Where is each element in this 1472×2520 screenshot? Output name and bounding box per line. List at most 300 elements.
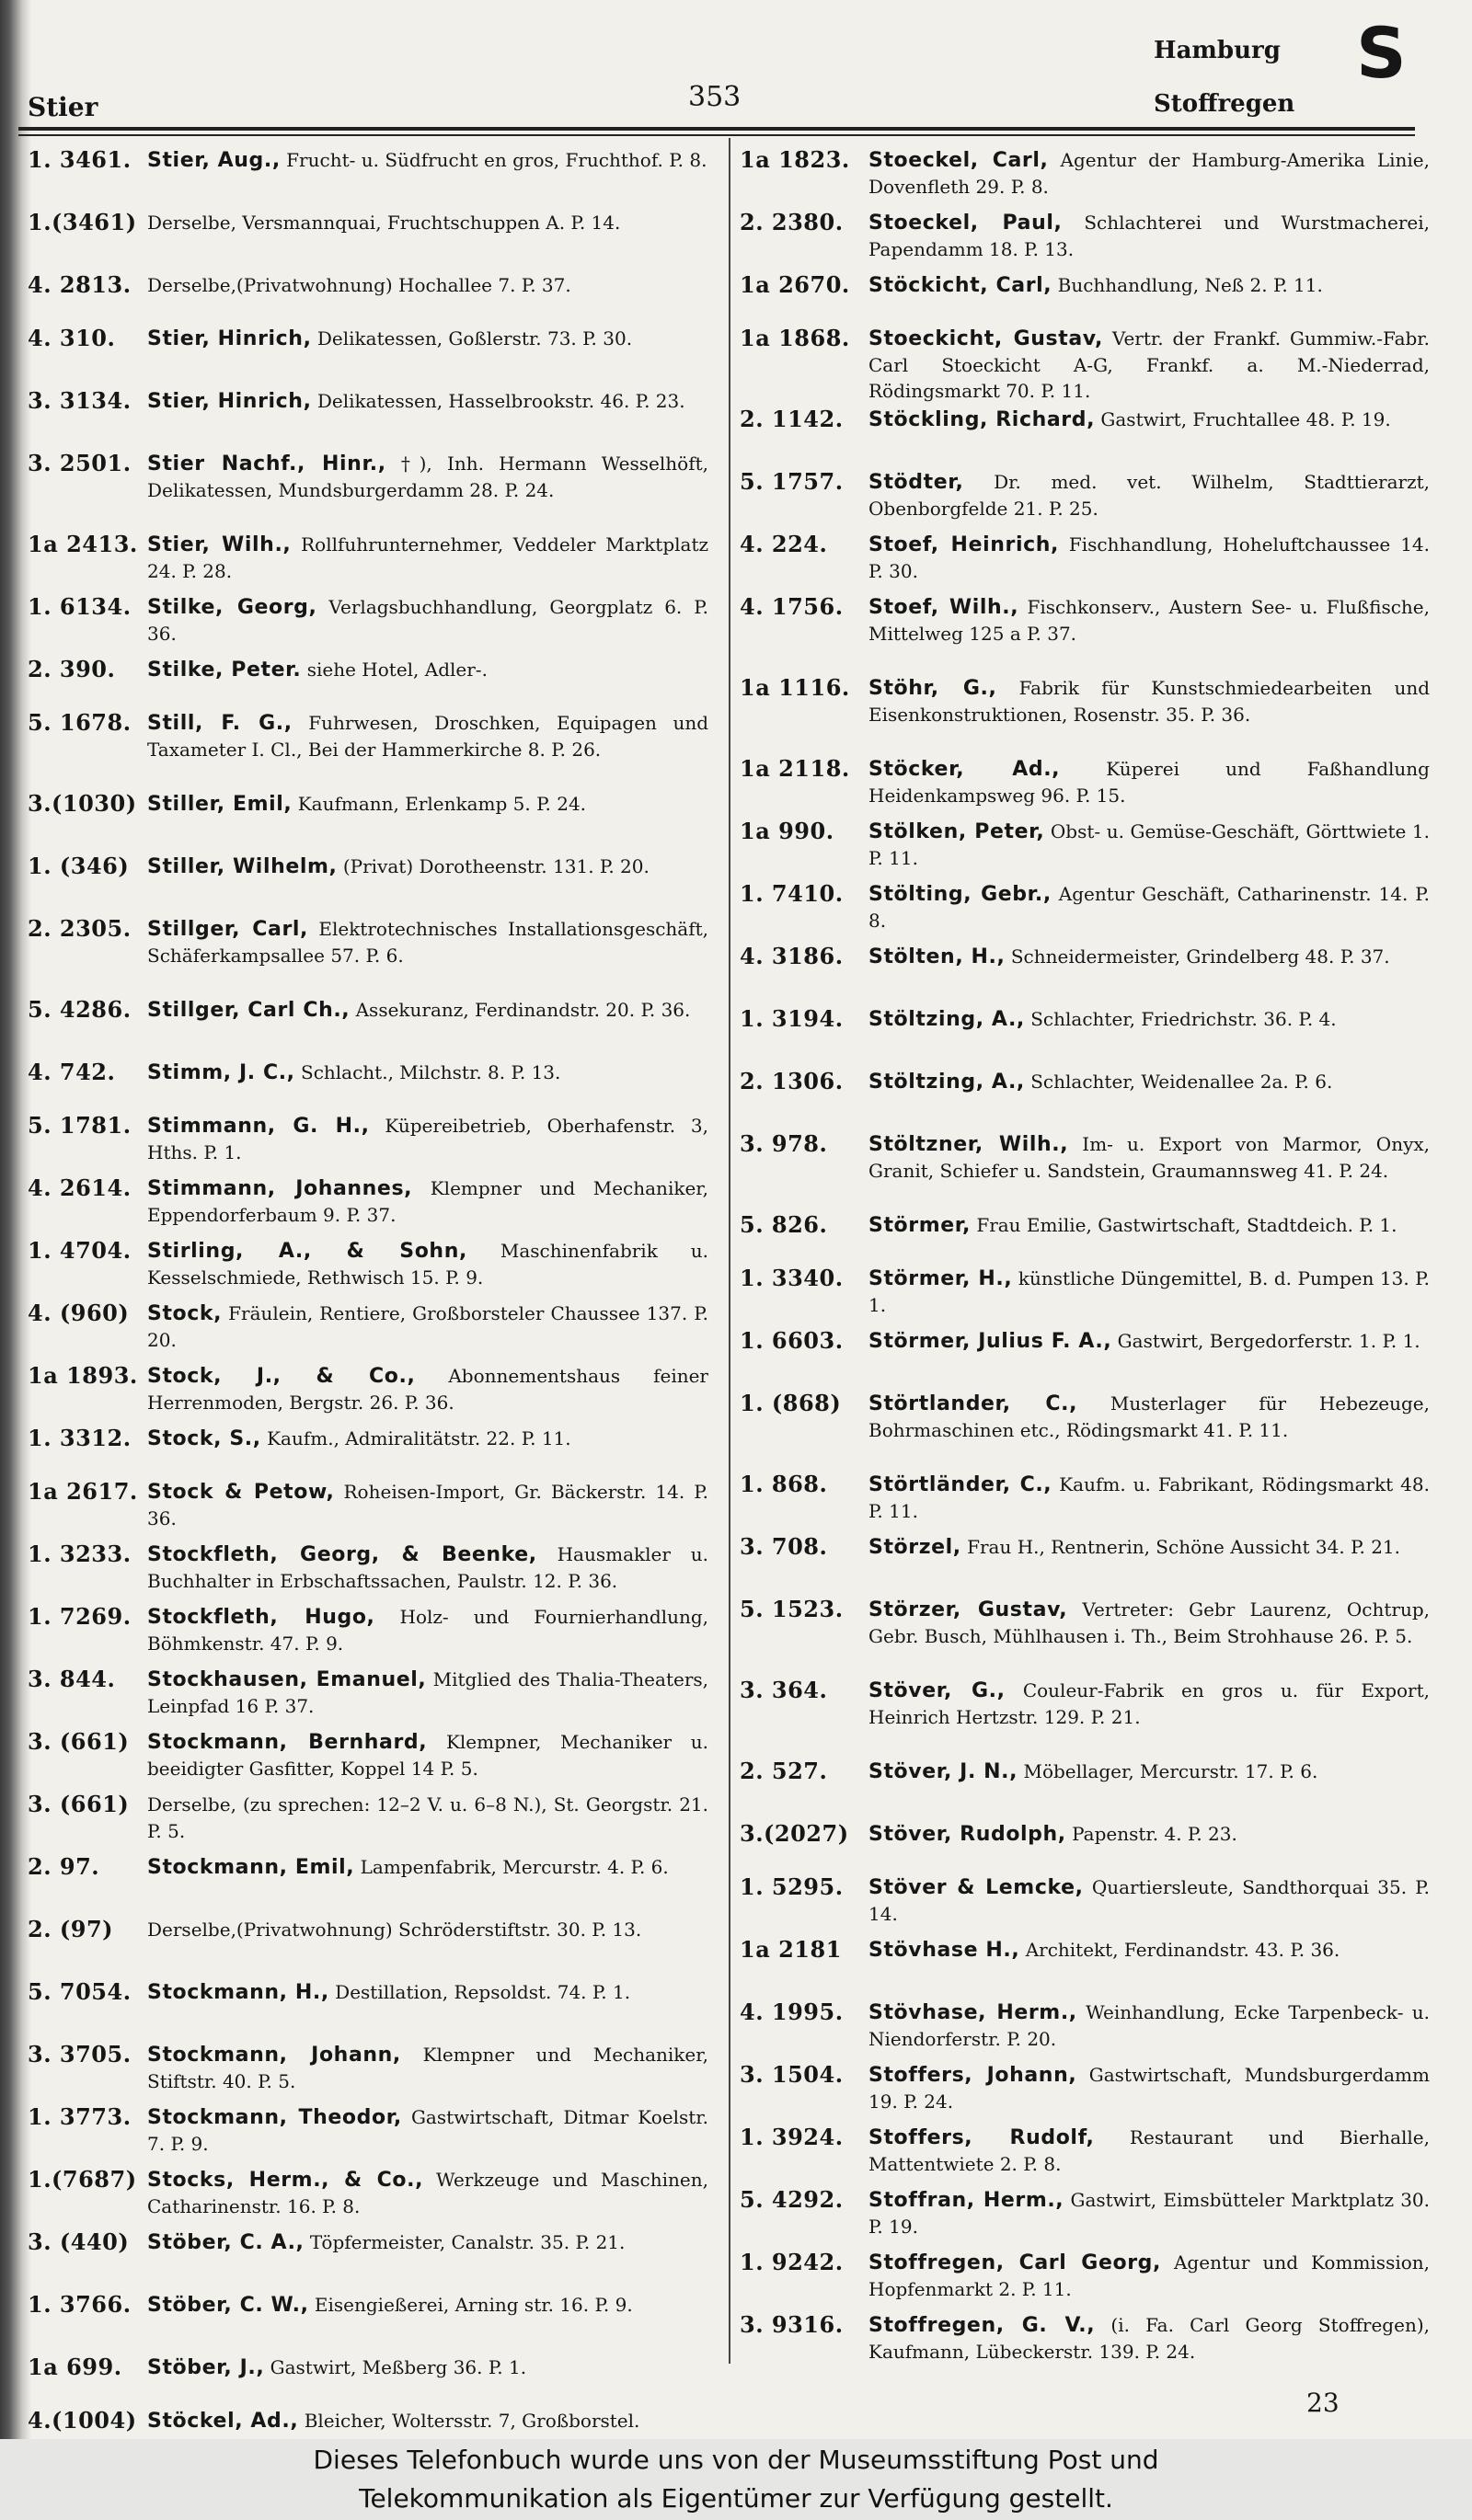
phone-number: 3.(2027): [740, 1821, 849, 1847]
entry-text: [147, 710, 708, 762]
entry-text: [868, 147, 1430, 200]
entry-details: Lampenfabrik, Mercurstr. 4. P. 6.: [360, 1856, 669, 1878]
entry-text: [147, 1238, 708, 1290]
subscriber-name: Stöltzing, A.,: [868, 1071, 1025, 1094]
entry-text: [868, 1999, 1430, 2052]
entry-details: Schlachter, Friedrichstr. 36. P. 4.: [1030, 1008, 1337, 1030]
subscriber-name: Stöber, J.,: [147, 2356, 265, 2379]
entry-details: Vertr. der Frankf. Gummiw.-Fabr. Carl Stoeckicht A-G, Frankf. a. M.-Niederrad, Rödingsmarkt 70. P. 11.: [868, 327, 1430, 402]
directory-entry: [740, 1874, 1430, 1937]
entry-details: Klempner und Mechaniker, Eppendorferbaum 9. P. 37.: [147, 1177, 708, 1226]
directory-entry: [740, 1069, 1430, 1131]
subscriber-name: Stöckicht, Carl,: [868, 274, 1052, 297]
phone-number: 1. (346): [28, 853, 130, 879]
subscriber-name: Stoeckicht, Gustav,: [868, 327, 1103, 350]
entry-details: Schlacht., Milchstr. 8. P. 13.: [301, 1061, 561, 1083]
phone-number: 3. (661): [28, 1792, 130, 1817]
subscriber-name: Störtlander, C.,: [868, 1392, 1078, 1415]
entry-text: [868, 1597, 1430, 1649]
directory-entry: [28, 2104, 708, 2167]
phone-number: 4. 742.: [28, 1060, 116, 1085]
subscriber-name: Stoffregen, G. V.,: [868, 2314, 1096, 2337]
phone-number: 3. 364.: [740, 1678, 828, 1703]
subscriber-name: Stock & Petow,: [147, 1481, 335, 1504]
entry-details: (i. Fa. Carl Georg Stoffregen), Kaufmann, Lübeckerstr. 139. P. 24.: [868, 2314, 1430, 2363]
entry-details: Elektrotechnisches Installationsgeschäft, Schäferkampsallee 57. P. 6.: [147, 918, 708, 967]
phone-number: 4. 310.: [28, 326, 116, 351]
entry-details: Agentur Geschäft, Catharinenstr. 14. P. 8.: [868, 883, 1430, 932]
entry-details: Schlachterei und Wurstmacherei, Papendamm 18. P. 13.: [868, 212, 1430, 260]
directory-entry: [740, 819, 1430, 881]
entry-text: [868, 2250, 1430, 2302]
entry-details: Derselbe, Versmannquai, Fruchtschuppen A. P. 14.: [147, 212, 621, 234]
entry-text: [147, 853, 708, 880]
phone-number: 2. 97.: [28, 1854, 100, 1880]
phone-number: 4. 224.: [740, 532, 828, 557]
subscriber-name: Stockmann, Emil,: [147, 1856, 355, 1879]
directory-entry: [28, 2167, 708, 2229]
entry-text: [868, 675, 1430, 727]
entry-details: Musterlager für Hebezeuge, Bohrmaschinen etc., Rödingsmarkt 41. P. 11.: [868, 1392, 1430, 1441]
entry-details: Eisengießerei, Arning str. 16. P. 9.: [314, 2294, 633, 2316]
subscriber-name: Stockfleth, Georg, & Beenke,: [147, 1543, 537, 1566]
directory-entry: [740, 756, 1430, 819]
entry-text: [147, 1917, 708, 1943]
subscriber-name: Stockmann, Johann,: [147, 2044, 401, 2067]
entry-details: Töpfermeister, Canalstr. 35. P. 21.: [309, 2231, 626, 2253]
running-head-left: Stier: [28, 92, 98, 122]
subscriber-name: Stillger, Carl,: [147, 918, 309, 941]
directory-entry: [28, 272, 708, 326]
entry-text: [147, 1175, 708, 1228]
entry-text: [147, 1479, 708, 1531]
phone-number: 4. 2614.: [28, 1175, 132, 1201]
entry-text: [147, 1363, 708, 1415]
entry-details: Frau Emilie, Gastwirtschaft, Stadtdeich. P. 1.: [976, 1214, 1397, 1236]
directory-entry: [740, 1266, 1430, 1328]
footer-page-number: 23: [1306, 2388, 1340, 2418]
entry-text: [147, 1113, 708, 1165]
entry-text: [868, 2187, 1430, 2239]
entry-text: [868, 1472, 1430, 1524]
entry-text: [868, 1006, 1430, 1033]
entry-details: künstliche Düngemittel, B. d. Pumpen 13. P. 1.: [868, 1267, 1430, 1316]
entry-text: [868, 1937, 1430, 1964]
directory-entry: [28, 388, 708, 451]
directory-entry: [28, 710, 708, 791]
subscriber-name: Stöcker, Ad.,: [868, 758, 1061, 781]
phone-number: 1a 1868.: [740, 326, 850, 351]
subscriber-name: Stiller, Emil,: [147, 793, 293, 816]
directory-entry: [28, 532, 708, 594]
directory-entry: [740, 2187, 1430, 2250]
subscriber-name: Stöltzing, A.,: [868, 1008, 1025, 1031]
directory-entry: [28, 2042, 708, 2104]
phone-number: 1a 1116.: [740, 675, 850, 701]
directory-entry: [28, 1667, 708, 1729]
subscriber-name: Stoffregen, Carl Georg,: [868, 2251, 1161, 2274]
phone-number: 1a 2118.: [740, 756, 850, 782]
entry-details: Agentur und Kommission, Hopfenmarkt 2. P. 11.: [868, 2251, 1430, 2300]
entry-text: [868, 210, 1430, 262]
entry-details: Gastwirt, Meßberg 36. P. 1.: [270, 2356, 527, 2378]
phone-number: 4. (960): [28, 1300, 130, 1326]
entry-text: [868, 1266, 1430, 1318]
caption-line-2: Telekommunikation als Eigentümer zur Verfügung gestellt.: [359, 2483, 1113, 2514]
phone-number: 2. 390.: [28, 657, 116, 682]
phone-number: 3. (440): [28, 2229, 130, 2255]
entry-text: [868, 469, 1430, 521]
header-rule: [18, 127, 1415, 131]
entry-details: Architekt, Ferdinandstr. 43. P. 36.: [1025, 1939, 1340, 1961]
entry-text: [868, 272, 1430, 299]
phone-number: 3. 978.: [740, 1131, 828, 1157]
subscriber-name: Stock, J., & Co.,: [147, 1365, 416, 1388]
entry-details: Mitglied des Thalia-Theaters, Leinpfad 16 P. 37.: [147, 1668, 708, 1717]
entry-text: [868, 1758, 1430, 1785]
phone-number: 1. 3340.: [740, 1266, 844, 1291]
subscriber-name: Stöckel, Ad.,: [147, 2410, 299, 2433]
directory-entry: [28, 1729, 708, 1792]
entry-details: Fischhandlung, Hoheluftchaussee 14. P. 30.: [868, 533, 1430, 582]
phone-number: 3. 844.: [28, 1667, 116, 1692]
phone-number: 1.(7687): [28, 2167, 137, 2193]
phone-number: 1. 7269.: [28, 1604, 132, 1630]
subscriber-name: Stoffers, Rudolf,: [868, 2126, 1095, 2149]
directory-entry: [28, 1979, 708, 2042]
entry-text: [147, 451, 708, 503]
entry-details: Gastwirt, Eimsbütteler Marktplatz 30. P. 19.: [868, 2189, 1430, 2238]
entry-text: [147, 2292, 708, 2319]
subscriber-name: Stoeckel, Paul,: [868, 212, 1063, 235]
phone-number: 1. 5295.: [740, 1874, 844, 1900]
entry-details: Bleicher, Woltersstr. 7, Großborstel.: [304, 2410, 640, 2432]
entry-details: Schlachter, Weidenallee 2a. P. 6.: [1030, 1071, 1333, 1093]
entry-text: [147, 997, 708, 1024]
subscriber-name: Stoffers, Johann,: [868, 2064, 1077, 2087]
entry-details: Werkzeuge und Maschinen, Catharinenstr. 16. P. 8.: [147, 2169, 708, 2217]
subscriber-name: Stock,: [147, 1302, 223, 1325]
subscriber-name: Störmer, H.,: [868, 1267, 1013, 1290]
running-head-right: Stoffregen: [1154, 90, 1295, 118]
entry-details: Gastwirtschaft, Ditmar Koelstr. 7. P. 9.: [147, 2106, 708, 2155]
directory-entry: [28, 1238, 708, 1300]
entry-text: [147, 1792, 708, 1844]
entry-details: Weinhandlung, Ecke Tarpenbeck- u. Niendorferstr. P. 20.: [868, 2001, 1430, 2050]
entry-text: [868, 1131, 1430, 1184]
directory-entry: [28, 147, 708, 210]
phone-number: 1.(3461): [28, 210, 137, 235]
entry-text: [147, 1854, 708, 1881]
entry-text: [868, 1874, 1430, 1927]
subscriber-name: Störzer, Gustav,: [868, 1598, 1068, 1621]
directory-entry: [740, 2250, 1430, 2312]
subscriber-name: Stiller, Wilhelm,: [147, 855, 338, 878]
entry-text: [147, 2408, 708, 2434]
directory-entry: [28, 1060, 708, 1113]
subscriber-name: Stier, Wilh.,: [147, 533, 292, 556]
entry-text: [868, 881, 1430, 934]
directory-entry: [28, 1175, 708, 1238]
directory-entry: [28, 853, 708, 916]
entry-details: Hausmakler u. Buchhalter in Erbschaftssachen, Paulstr. 12. P. 36.: [147, 1543, 708, 1592]
running-head-city: Hamburg: [1154, 37, 1281, 64]
subscriber-name: Stöver & Lemcke,: [868, 1876, 1084, 1899]
phone-number: 3. 3705.: [28, 2042, 132, 2068]
entry-text: [868, 594, 1430, 647]
entry-details: Roheisen-Import, Gr. Bäckerstr. 14. P. 36.: [147, 1481, 708, 1529]
directory-entry: [740, 1472, 1430, 1534]
directory-entry: [28, 1854, 708, 1917]
subscriber-name: Stöltzner, Wilh.,: [868, 1133, 1069, 1156]
phone-number: 1. 3766.: [28, 2292, 132, 2318]
entry-text: [147, 1667, 708, 1719]
directory-entry: [740, 675, 1430, 756]
entry-details: Fabrik für Kunstschmiedearbeiten und Eisenkonstruktionen, Rosenstr. 35. P. 36.: [868, 677, 1430, 726]
subscriber-name: Stöver, G.,: [868, 1679, 1006, 1702]
directory-entry: [740, 2125, 1430, 2187]
entry-text: [147, 2229, 708, 2256]
directory-entry: [740, 326, 1430, 407]
entry-details: Quartiersleute, Sandthorquai 35. P. 14.: [868, 1876, 1430, 1925]
directory-entry: [28, 1541, 708, 1604]
entry-text: [147, 657, 708, 683]
directory-entry: [740, 2062, 1430, 2125]
phone-number: 3. 9316.: [740, 2312, 844, 2338]
phone-number: 1a 2181: [740, 1937, 842, 1963]
phone-number: 5. 4286.: [28, 997, 132, 1023]
left-column: [28, 147, 708, 2470]
subscriber-name: Stöhr, G.,: [868, 677, 997, 700]
entry-text: [868, 944, 1430, 970]
directory-entry: [740, 407, 1430, 469]
subscriber-name: Stimmann, G. H.,: [147, 1115, 370, 1138]
subscriber-name: Stilke, Peter.: [147, 659, 302, 682]
directory-entry: [28, 1113, 708, 1175]
subscriber-name: Stölten, H.,: [868, 945, 1006, 968]
subscriber-name: Stillger, Carl Ch.,: [147, 999, 351, 1022]
directory-entry: [28, 1363, 708, 1426]
phone-number: 1a 2670.: [740, 272, 850, 298]
phone-number: 1. 3312.: [28, 1426, 132, 1451]
entry-text: [868, 2312, 1430, 2365]
entry-text: [868, 407, 1430, 433]
directory-entry: [28, 1917, 708, 1979]
caption-line-1: Dieses Telefonbuch wurde uns von der Museumsstiftung Post und: [313, 2445, 1159, 2475]
directory-entry: [740, 1212, 1430, 1266]
entry-details: Verlagsbuchhandlung, Georgplatz 6. P. 36.: [147, 596, 708, 645]
directory-entry: [740, 594, 1430, 675]
entry-details: Obst- u. Gemüse-Geschäft, Görttwiete 1. P. 11.: [868, 820, 1430, 869]
directory-entry: [740, 1328, 1430, 1391]
page-number: 353: [688, 81, 742, 113]
entry-text: [147, 1729, 708, 1781]
entry-text: [147, 594, 708, 647]
subscriber-name: Still, F. G.,: [147, 712, 293, 735]
phone-number: 1. 9242.: [740, 2250, 844, 2275]
entry-details: †), Inh. Hermann Wesselhöft, Delikatessen, Mundsburgerdamm 28. P. 24.: [147, 452, 708, 501]
entry-details: Schneidermeister, Grindelberg 48. P. 37.: [1010, 945, 1390, 968]
subscriber-name: Stirling, A., & Sohn,: [147, 1240, 467, 1263]
directory-entry: [740, 147, 1430, 210]
subscriber-name: Stier, Hinrich,: [147, 327, 312, 350]
directory-entry: [28, 451, 708, 532]
phone-number: 1. 4704.: [28, 1238, 132, 1264]
directory-entry: [740, 210, 1430, 272]
subscriber-name: Stoef, Wilh.,: [868, 596, 1019, 619]
subscriber-name: Stockfleth, Hugo,: [147, 1606, 375, 1629]
directory-entry: [28, 791, 708, 853]
entry-details: Im- u. Export von Marmor, Onyx, Granit, Schiefer u. Sandstein, Graumannsweg 41. P. 24.: [868, 1133, 1430, 1182]
entry-text: [868, 2125, 1430, 2177]
phone-number: 3. 3134.: [28, 388, 132, 414]
entry-text: [868, 532, 1430, 584]
subscriber-name: Stoffran, Herm.,: [868, 2189, 1064, 2212]
phone-number: 1a 1823.: [740, 147, 850, 173]
phone-number: 1a 2617.: [28, 1479, 138, 1505]
entry-details: (Privat) Dorotheenstr. 131. P. 20.: [342, 855, 650, 877]
phone-number: 1. (868): [740, 1391, 842, 1416]
directory-entry: [28, 657, 708, 710]
entry-text: [868, 1391, 1430, 1443]
entry-details: Frucht- u. Südfrucht en gros, Fruchthof. P. 8.: [286, 149, 707, 171]
subscriber-name: Stockmann, H.,: [147, 1981, 329, 2004]
entry-details: Küpereibetrieb, Oberhafenstr. 3, Hths. P. 1.: [147, 1115, 708, 1163]
directory-entry: [740, 1999, 1430, 2062]
directory-entry: [740, 1678, 1430, 1758]
entry-details: Fuhrwesen, Droschken, Equipagen und Taxameter I. Cl., Bei der Hammerkirche 8. P. 26.: [147, 712, 708, 761]
entry-text: [868, 756, 1430, 808]
subscriber-name: Stockmann, Bernhard,: [147, 1731, 428, 1754]
entry-text: [147, 147, 708, 174]
entry-text: [147, 2354, 708, 2381]
subscriber-name: Stimmann, Johannes,: [147, 1177, 413, 1200]
subscriber-name: Störzel,: [868, 1536, 961, 1559]
subscriber-name: Störmer,: [868, 1214, 971, 1237]
binding-edge: [0, 0, 31, 2439]
phone-number: 1a 2413.: [28, 532, 138, 557]
entry-text: [147, 1300, 708, 1353]
entry-text: [868, 1821, 1430, 1848]
phone-number: 1. 3194.: [740, 1006, 844, 1032]
phone-number: 4. 1995.: [740, 1999, 844, 2025]
entry-details: Couleur-Fabrik en gros u. für Export, Heinrich Hertzstr. 129. P. 21.: [868, 1679, 1430, 1728]
phone-number: 2. 2380.: [740, 210, 844, 235]
phone-number: 1a 699.: [28, 2354, 122, 2380]
entry-text: [147, 1060, 708, 1086]
entry-text: [868, 1678, 1430, 1730]
entry-details: siehe Hotel, Adler-.: [306, 659, 488, 681]
directory-entry: [28, 1300, 708, 1363]
subscriber-name: Stölken, Peter,: [868, 820, 1045, 843]
entry-text: [147, 2104, 708, 2157]
entry-text: [868, 819, 1430, 871]
phone-number: 5. 1757.: [740, 469, 844, 495]
directory-entry: [28, 1426, 708, 1479]
entry-text: [147, 791, 708, 818]
entry-details: Abonnementshaus feiner Herrenmoden, Bergstr. 26. P. 36.: [147, 1365, 708, 1414]
directory-entry: [740, 1597, 1430, 1678]
directory-entry: [28, 326, 708, 388]
entry-details: Buchhandlung, Neß 2. P. 11.: [1057, 274, 1323, 296]
phone-number: 2. 527.: [740, 1758, 828, 1784]
subscriber-name: Stölting, Gebr.,: [868, 883, 1052, 906]
phone-number: 1. 3924.: [740, 2125, 844, 2150]
entry-details: Agentur der Hamburg-Amerika Linie, Dovenfleth 29. P. 8.: [868, 149, 1430, 198]
directory-entry: [740, 1937, 1430, 1999]
entry-details: Gastwirtschaft, Mundsburgerdamm 19. P. 24.: [868, 2064, 1430, 2113]
directory-entry: [28, 2229, 708, 2292]
subscriber-name: Stövhase H.,: [868, 1939, 1020, 1962]
subscriber-name: Stier, Hinrich,: [147, 390, 312, 413]
header-rule-thin: [18, 134, 1415, 136]
directory-entry: [740, 1131, 1430, 1212]
subscriber-name: Stödter,: [868, 471, 964, 494]
phone-number: 3. 1504.: [740, 2062, 844, 2088]
entry-details: Klempner und Mechaniker, Stiftstr. 40. P. 5.: [147, 2044, 708, 2092]
phone-number: 5. 826.: [740, 1212, 828, 1238]
entry-text: [868, 1534, 1430, 1561]
directory-entry: [740, 1391, 1430, 1472]
section-letter: S: [1356, 12, 1407, 94]
entry-details: Kaufm., Admiralitätstr. 22. P. 11.: [267, 1427, 571, 1449]
phone-number: 2. (97): [28, 1917, 114, 1942]
directory-entry: [28, 916, 708, 997]
entry-details: Kaufm. u. Fabrikant, Rödingsmarkt 48. P. 11.: [868, 1473, 1430, 1522]
directory-entry: [28, 1479, 708, 1541]
subscriber-name: Stövhase, Herm.,: [868, 2001, 1077, 2024]
entry-details: Rollfuhrunternehmer, Veddeler Marktplatz 24. P. 28.: [147, 533, 708, 582]
phone-number: 1a 990.: [740, 819, 834, 844]
entry-details: Möbellager, Mercurstr. 17. P. 6.: [1023, 1760, 1318, 1782]
entry-text: [147, 1979, 708, 2006]
subscriber-name: Stock, S.,: [147, 1427, 261, 1450]
phone-number: 1. 3773.: [28, 2104, 132, 2130]
entry-text: [147, 326, 708, 352]
phone-number: 4. 2813.: [28, 272, 132, 298]
subscriber-name: Störmer, Julius F. A.,: [868, 1330, 1112, 1353]
subscriber-name: Stöver, Rudolph,: [868, 1823, 1066, 1846]
entry-text: [147, 1426, 708, 1452]
subscriber-name: Stier Nachf., Hinr.,: [147, 452, 386, 475]
phone-number: 4. 3186.: [740, 944, 844, 969]
entry-details: Maschinenfabrik u. Kesselschmiede, Rethwisch 15. P. 9.: [147, 1240, 708, 1289]
directory-entry: [28, 2292, 708, 2354]
subscriber-name: Störtländer, C.,: [868, 1473, 1052, 1496]
archive-caption: [0, 2439, 1472, 2520]
entry-details: Derselbe,(Privatwohnung) Hochallee 7. P. 37.: [147, 274, 571, 296]
directory-entry: [28, 210, 708, 272]
phone-number: 1. 6603.: [740, 1328, 844, 1354]
subscriber-name: Stöver, J. N.,: [868, 1760, 1018, 1783]
entry-details: Destillation, Repsoldst. 74. P. 1.: [335, 1981, 631, 2003]
entry-text: [868, 2062, 1430, 2114]
directory-entry: [740, 2312, 1430, 2375]
phone-number: 1. 3233.: [28, 1541, 132, 1567]
phone-number: 5. 4292.: [740, 2187, 844, 2213]
phone-number: 1. 7410.: [740, 881, 844, 907]
subscriber-name: Stocks, Herm., & Co.,: [147, 2169, 424, 2192]
phone-number: 1. 6134.: [28, 594, 132, 620]
entry-text: [147, 916, 708, 968]
directory-entry: [740, 469, 1430, 532]
entry-details: Holz- und Fournierhandlung, Böhmkenstr. 47. P. 9.: [147, 1606, 708, 1655]
entry-details: Kaufmann, Erlenkamp 5. P. 24.: [297, 793, 587, 815]
phone-number: 4. 1756.: [740, 594, 844, 620]
directory-entry: [28, 997, 708, 1060]
subscriber-name: Stimm, J. C.,: [147, 1061, 295, 1084]
entry-details: Delikatessen, Goßlerstr. 73. P. 30.: [316, 327, 633, 349]
